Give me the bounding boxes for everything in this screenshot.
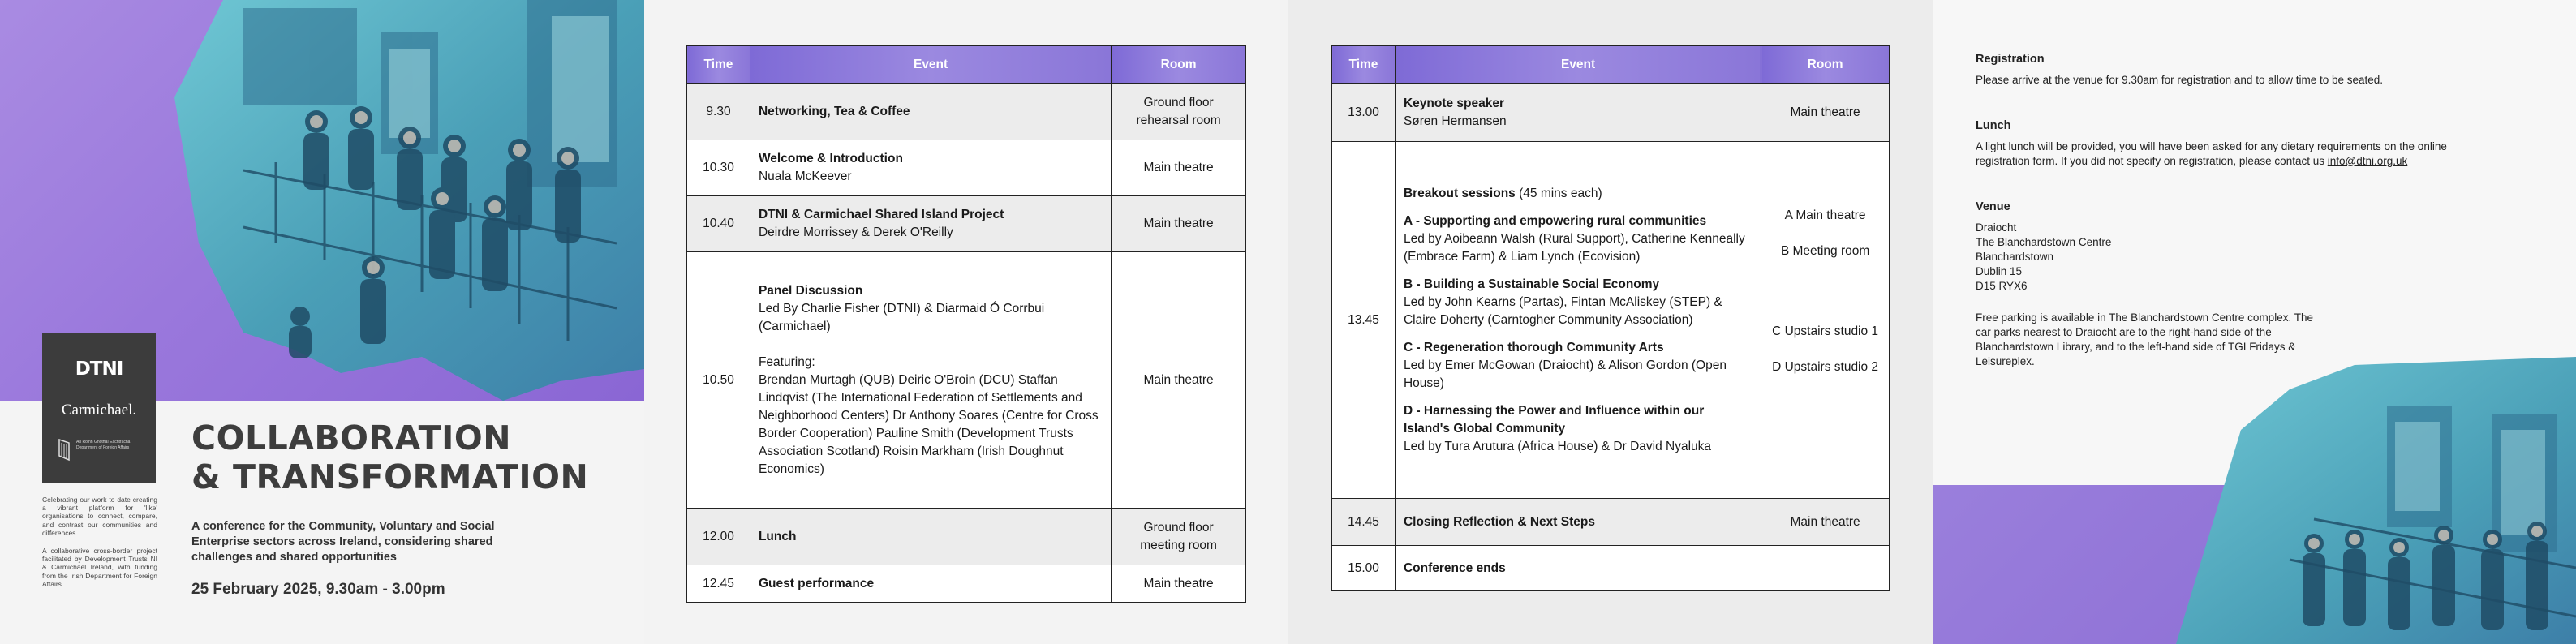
harp-icon <box>57 438 71 462</box>
row-event <box>1395 142 1761 499</box>
event-title: Guest performance <box>758 576 875 590</box>
schedule-table-afternoon <box>1331 45 1890 591</box>
contact-email-link[interactable]: info@dtni.org.uk <box>2327 154 2408 167</box>
registration-text: Please arrive at the venue for 9.30am for registration and to allow time to be seated. <box>1976 73 2384 86</box>
event-title: DTNI & Carmichael Shared Island Project <box>758 208 1004 221</box>
time-column-header: Time <box>1332 46 1396 84</box>
address-line: Draiocht <box>1976 221 2017 234</box>
row-event <box>750 565 1111 603</box>
row-time: 14.45 <box>1332 499 1396 546</box>
row-room: Ground floor rehearsal room <box>1112 84 1246 140</box>
lunch-text: A light lunch will be provided, you will have been asked for any dietary requirements on the online registration form. If you did not specify on registration, please contact us <box>1976 140 2447 167</box>
row-time: 15.00 <box>1332 546 1396 591</box>
featuring-list: Brendan Murtagh (QUB) Deiric O'Broin (DCU) Staffan Lindqvist (The International Federation of Settlements and Neighborhood Centers) Dr Anthony Soares (Centre for Cross Border Cooperation) Pauline Smith (Development Trusts Association Scotland) Roisin Markham (Irish Doughnut Economics) <box>758 372 1099 476</box>
event-title: Keynote speaker <box>1403 96 1505 110</box>
table-header-row <box>1332 46 1890 84</box>
room-column-header: Room <box>1112 46 1246 84</box>
session-a-leads: Led by Aoibeann Walsh (Rural Support), Catherine Kenneally (Embrace Farm) & Liam Lynch (Ecovision) <box>1403 231 1745 264</box>
event-title: Panel Discussion <box>758 283 863 298</box>
page-title <box>191 419 613 496</box>
row-event <box>1395 84 1761 142</box>
row-room: Main theatre <box>1761 499 1890 546</box>
address-line: Blanchardstown <box>1976 251 2054 263</box>
featuring-label: Featuring: <box>758 354 815 369</box>
breakout-duration: (45 mins each) <box>1519 186 1602 200</box>
table-row <box>1332 84 1890 142</box>
carmichael-logo: Carmichael. <box>61 401 137 419</box>
event-title: Welcome & Introduction <box>758 152 903 165</box>
registration-section <box>1976 52 2527 88</box>
side-description <box>42 496 157 588</box>
session-d-title: D - Harnessing the Power and Influence within our Island's Global Community <box>1403 403 1705 436</box>
room-d: D Upstairs studio 2 <box>1772 360 1879 374</box>
title-line-2: & TRANSFORMATION <box>191 457 589 496</box>
row-event <box>750 196 1111 252</box>
row-room: Main theatre <box>1112 140 1246 196</box>
row-time: 13.45 <box>1332 142 1396 499</box>
row-room: Main theatre <box>1112 196 1246 252</box>
cover-page <box>0 0 644 644</box>
venue-section <box>1976 200 2316 370</box>
time-column-header: Time <box>687 46 750 84</box>
row-event <box>750 140 1111 196</box>
session-a-title: A - Supporting and empowering rural communities <box>1403 213 1707 228</box>
conference-subtitle: A conference for the Community, Voluntary and Social Enterprise sectors across Ireland, considering shared challenges and shared opportunities <box>191 520 495 564</box>
room-c: C Upstairs studio 1 <box>1772 324 1879 338</box>
table-row <box>687 509 1246 565</box>
address-line: Dublin 15 <box>1976 265 2023 278</box>
lunch-heading: Lunch <box>1976 119 2011 132</box>
dtni-logo: DTNI <box>75 358 123 380</box>
conference-date: 25 February 2025, 9.30am - 3.00pm <box>191 581 445 598</box>
table-row <box>687 140 1246 196</box>
row-room: Main theatre <box>1112 565 1246 603</box>
panel-lead: Led By Charlie Fisher (DTNI) & Diarmaid Ó Corrbui (Carmichael) <box>758 301 1045 333</box>
row-room <box>1761 142 1890 499</box>
table-header-row <box>687 46 1246 84</box>
row-event <box>750 252 1111 509</box>
row-room <box>1761 546 1890 591</box>
event-title: Closing Reflection & Next Steps <box>1403 514 1595 529</box>
parking-info: Free parking is available in The Blanchardstown Centre complex. The car parks nearest to Draiocht are to the right-hand side of the Blanchardstown Library, and to the left-hand side of TGI Fridays & Leisureplex. <box>1976 311 2313 368</box>
side-paragraph-2: A collaborative cross-border project facilitated by Development Trusts NI & Carmichael Ireland, with funding from the Irish Department for Foreign Affairs. <box>42 546 157 588</box>
venue-heading: Venue <box>1976 200 2010 213</box>
event-speaker: Nuala McKeever <box>758 170 852 183</box>
group-photo-staircase <box>1933 357 2576 644</box>
title-line-1: COLLABORATION <box>191 419 512 457</box>
room-b: B Meeting room <box>1780 244 1870 258</box>
row-room: Main theatre <box>1761 84 1890 142</box>
row-room: Main theatre <box>1112 252 1246 509</box>
event-column-header: Event <box>1395 46 1761 84</box>
row-event <box>1395 546 1761 591</box>
table-row <box>1332 142 1890 499</box>
registration-heading: Registration <box>1976 53 2045 66</box>
event-title: Lunch <box>758 529 797 543</box>
row-event <box>1395 499 1761 546</box>
lunch-section <box>1976 118 2503 169</box>
table-row <box>687 252 1246 509</box>
row-event <box>750 84 1111 140</box>
event-title: Networking, Tea & Coffee <box>758 104 910 118</box>
event-speaker: Deirdre Morrissey & Derek O'Reilly <box>758 225 953 239</box>
row-time: 10.50 <box>687 252 750 509</box>
table-row <box>687 196 1246 252</box>
row-time: 10.30 <box>687 140 750 196</box>
session-d-leads: Led by Tura Arutura (Africa House) & Dr David Nyaluka <box>1403 439 1711 453</box>
session-c-title: C - Regeneration thorough Community Arts <box>1403 340 1664 354</box>
event-title: Conference ends <box>1403 560 1506 575</box>
row-time: 13.00 <box>1332 84 1396 142</box>
row-time: 12.45 <box>687 565 750 603</box>
table-row <box>687 84 1246 140</box>
schedule-table-morning <box>686 45 1246 603</box>
row-event <box>750 509 1111 565</box>
address-line: D15 RYX6 <box>1976 280 2028 293</box>
side-paragraph-1: Celebrating our work to date creating a vibrant platform for 'like' organisations to connect, compare, and contrast our communities and differences. <box>42 496 157 537</box>
event-speaker: Søren Hermansen <box>1403 114 1507 128</box>
table-row <box>1332 546 1890 591</box>
session-b-leads: Led by John Kearns (Partas), Fintan McAliskey (STEP) & Claire Doherty (Carntogher Community Association) <box>1403 294 1722 327</box>
lunch-text-wrap <box>1976 140 2503 169</box>
partner-logos <box>42 333 156 483</box>
row-time: 9.30 <box>687 84 750 140</box>
row-room: Ground floor meeting room <box>1112 509 1246 565</box>
table-row <box>1332 499 1890 546</box>
event-column-header: Event <box>750 46 1111 84</box>
session-c-leads: Led by Emer McGowan (Draiocht) & Alison Gordon (Open House) <box>1403 358 1727 390</box>
table-row <box>687 565 1246 603</box>
room-column-header: Room <box>1761 46 1890 84</box>
session-b-title: B - Building a Sustainable Social Economy <box>1403 277 1660 291</box>
dfa-logo-text: An Roinn Gnóthaí Eachtracha Department of Foreign Affairs <box>76 440 131 450</box>
room-a: A Main theatre <box>1784 208 1866 222</box>
event-title: Breakout sessions <box>1403 186 1516 200</box>
row-time: 12.00 <box>687 509 750 565</box>
row-time: 10.40 <box>687 196 750 252</box>
address-line: The Blanchardstown Centre <box>1976 235 2112 248</box>
